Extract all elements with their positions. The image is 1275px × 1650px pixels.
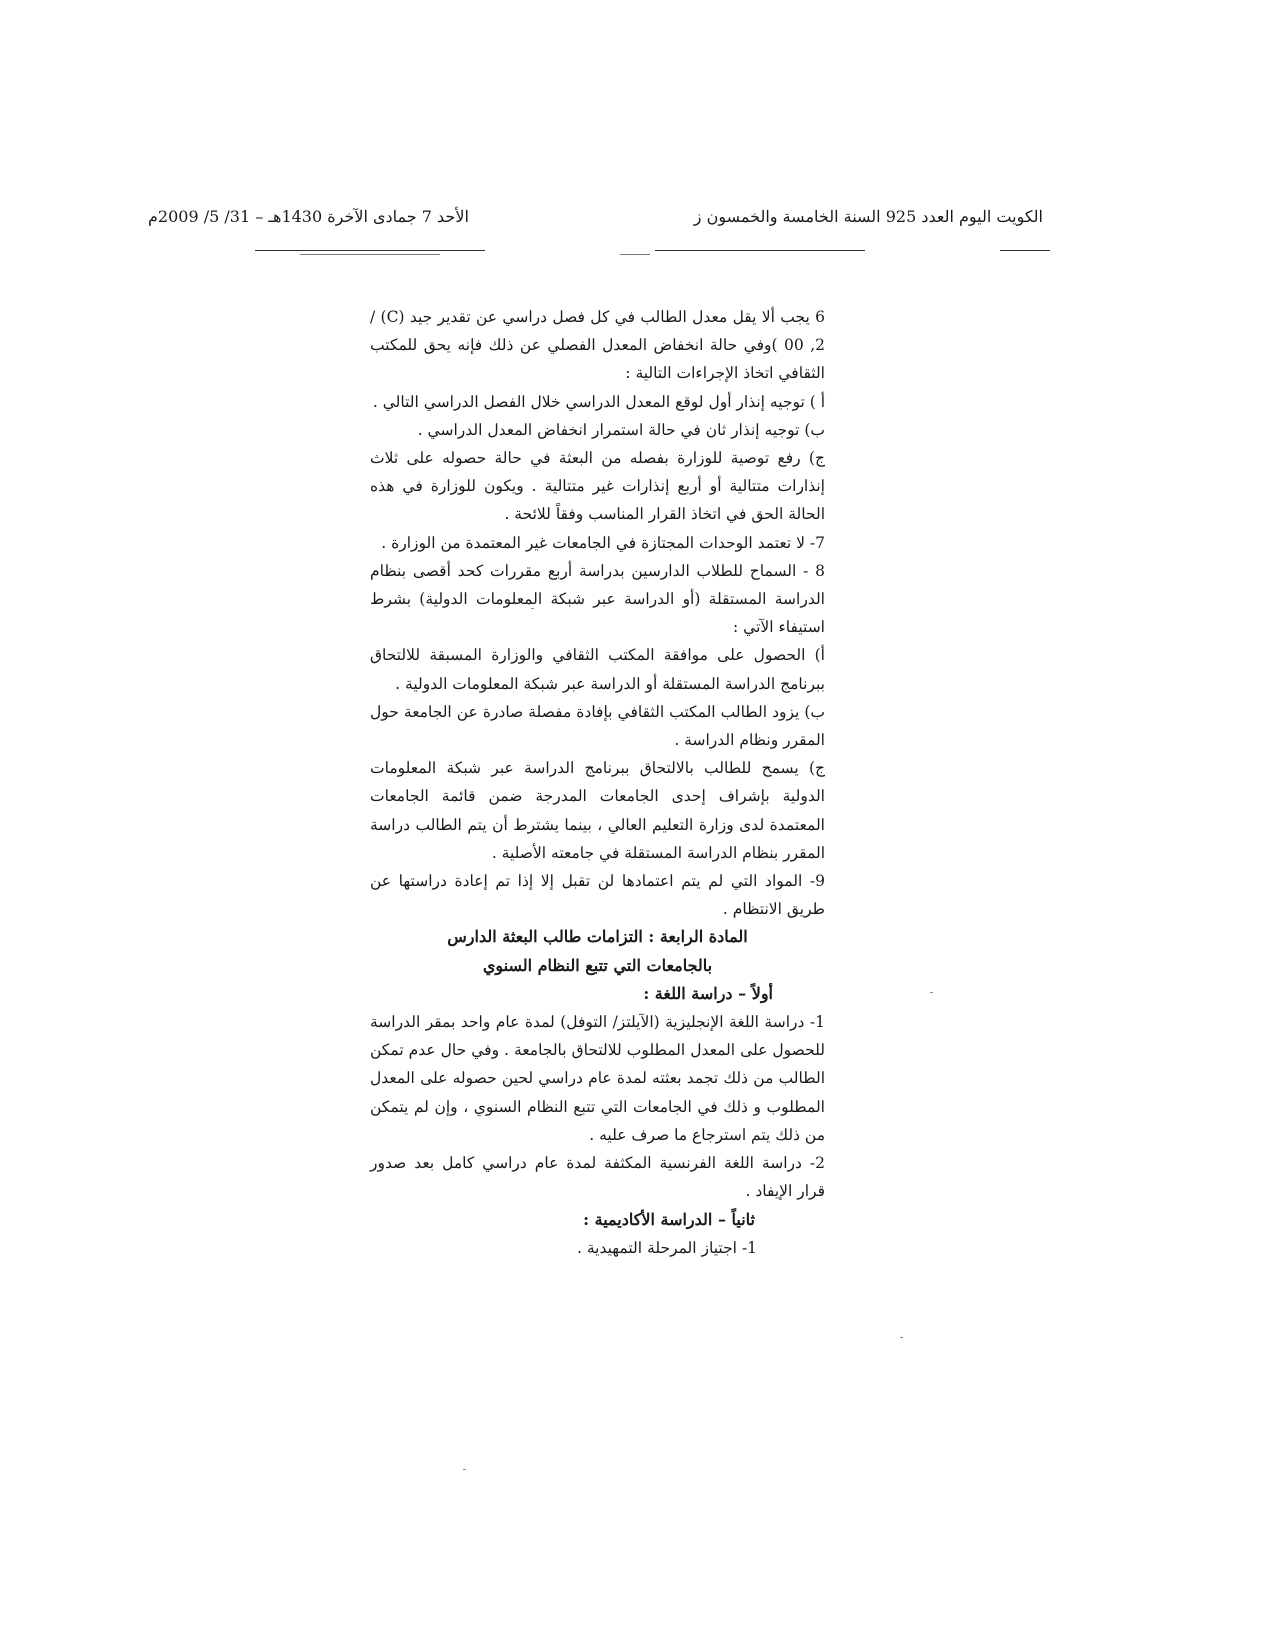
paragraph: ج) رفع توصية للوزارة بفصله من البعثة في حالة حصوله على ثلاث إنذارات متتالية أو أربع إنذارات غير متتالية . ويكون للوزارة في هذه الحالة الحق في اتخاذ القرار المناسب وفقاً للائحة . <box>370 449 825 524</box>
scan-speck <box>463 1469 466 1470</box>
header-rule <box>655 250 865 251</box>
scan-speck <box>930 992 933 993</box>
header-issue-info: الكويت اليوم العدد 925 السنة الخامسة والخمسون ز <box>693 207 1043 226</box>
header-rule <box>255 250 485 251</box>
paragraph: ب) يزود الطالب المكتب الثقافي بإفادة مفصلة صادرة عن الجامعة حول المقرر ونظام الدراسة . <box>370 702 825 750</box>
paragraph: 8 - السماح للطلاب الدارسين بدراسة أربع مقررات كحد أقصى بنظام الدراسة المستقلة (أو الدراسة عبر شبكة المعلومات الدولية) بشرط استيفاء الآتي : <box>370 561 825 637</box>
header-rule <box>300 254 440 255</box>
scan-speck <box>531 608 534 609</box>
paragraph: 7- لا تعتمد الوحدات المجتازة في الجامعات غير المعتمدة من الوزارة . <box>381 533 825 552</box>
article-subtitle: بالجامعات التي تتبع النظام السنوي <box>482 955 713 975</box>
header-date: الأحد 7 جمادى الآخرة 1430هـ – 31/ 5/ 2009م <box>148 207 469 226</box>
paragraph: أ ) توجيه إنذار أول لوقع المعدل الدراسي خلال الفصل الدراسي التالي . <box>372 392 825 411</box>
header-rule <box>620 254 650 255</box>
scan-speck <box>900 1337 903 1338</box>
section-heading: ثانياً – الدراسة الأكاديمية : <box>583 1209 755 1229</box>
section-heading: أولاً – دراسة اللغة : <box>643 983 773 1003</box>
paragraph: أ) الحصول على موافقة المكتب الثقافي والوزارة المسبقة للالتحاق ببرنامج الدراسة المستقلة أو الدراسة عبر شبكة المعلومات الدولية . <box>370 646 825 693</box>
paragraph: 1- اجتياز المرحلة التمهيدية . <box>576 1238 757 1257</box>
document-body <box>370 303 825 1262</box>
paragraph: 1- دراسة اللغة الإنجليزية (الآيلتز/ التوفل) لمدة عام واحد بمقر الدراسة للحصول على المعدل المطلوب للالتحاق بالجامعة . وفي حال عدم تمكن الطالب من ذلك تجمد بعثته لمدة عام دراسي لحين حصوله على المعدل المطلوب و ذلك في الجامعات التي تتبع النظام السنوي ، وإن لم يتمكن من ذلك يتم استرجاع ما صرف عليه . <box>370 1013 825 1144</box>
paragraph: ج) يسمح للطالب بالالتحاق ببرنامج الدراسة عبر شبكة المعلومات الدولية بإشراف إحدى الجامعات المدرجة ضمن قائمة الجامعات المعتمدة لدى وزارة التعليم العالي ، بينما يشترط أن يتم الطالب دراسة المقرر بنظام الدراسة المستقلة في جامعته الأصلية . <box>370 759 825 862</box>
paragraph: 2- دراسة اللغة الفرنسية المكثفة لمدة عام دراسي كامل بعد صدور قرار الإيفاد . <box>370 1154 825 1201</box>
article-title: المادة الرابعة : التزامات طالب البعثة الدارس <box>447 927 748 947</box>
header-rule <box>1000 250 1050 251</box>
paragraph: 6 يجب ألا يقل معدل الطالب في كل فصل دراسي عن تقدير جيد (C) / 00 ,2 )وفي حالة انخفاض المعدل الفصلي عن ذلك فإنه يحق للمكتب الثقافي اتخاذ الإجراءات التالية : <box>370 308 825 383</box>
paragraph: 9- المواد التي لم يتم اعتمادها لن تقبل إلا إذا تم إعادة دراستها عن طريق الانتظام . <box>370 872 825 919</box>
paragraph: ب) توجيه إنذار ثان في حالة استمرار انخفاض المعدل الدراسي . <box>417 420 825 439</box>
